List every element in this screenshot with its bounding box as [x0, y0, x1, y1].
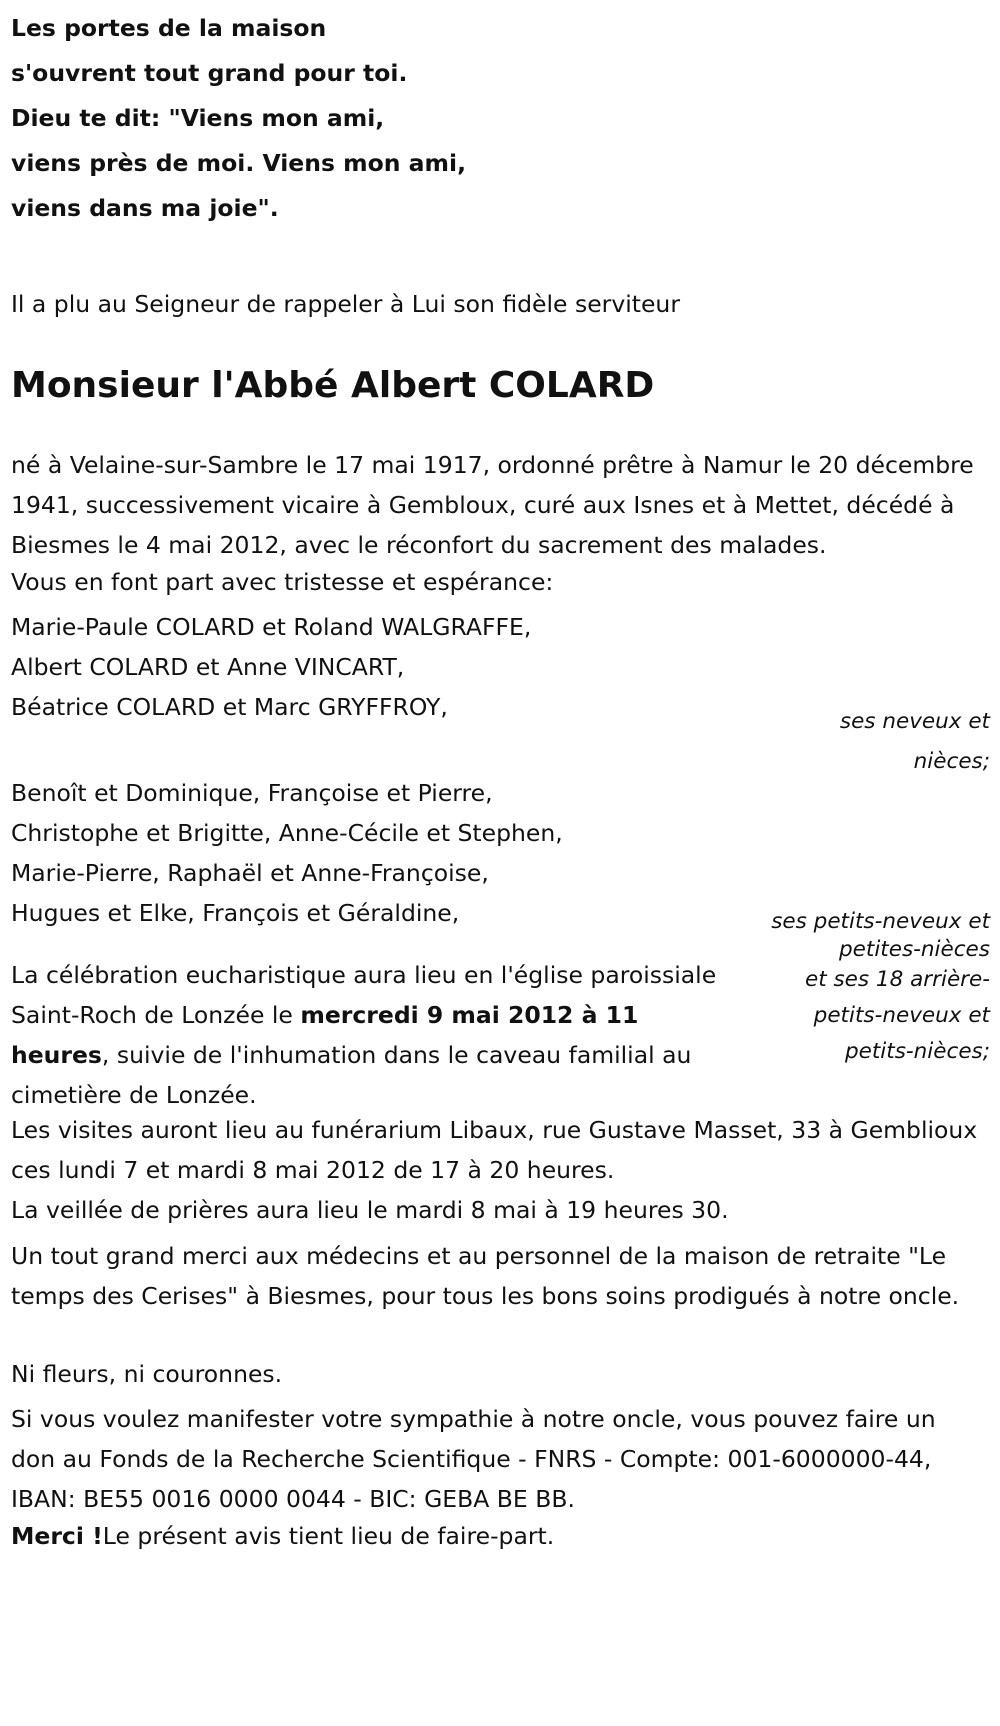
poem-line: Les portes de la maison — [11, 14, 327, 42]
relation-line: ses neveux et — [839, 709, 990, 734]
poem-line: Dieu te dit: "Viens mon ami, — [11, 104, 385, 132]
poem — [11, 6, 466, 231]
family-name-line: Benoît et Dominique, Françoise et Pierre, — [11, 779, 493, 807]
family-name-line: Albert COLARD et Anne VINCART, — [11, 653, 405, 681]
biography: né à Velaine-sur-Sambre le 17 mai 1917, ordonné prêtre à Namur le 20 décembre 1941, successivement vicaire à Gembloux, curé aux Isnes et à Mettet, décédé à Biesmes le 4 mai 2012, avec le réconfort du sacrement des malades. — [11, 451, 974, 559]
relation-nephews — [840, 702, 990, 782]
family-name-line: Béatrice COLARD et Marc GRYFFROY, — [11, 693, 448, 721]
deceased-name: Monsieur l'Abbé Albert COLARD — [11, 365, 655, 406]
announcement: Vous en font part avec tristesse et espérance: — [11, 568, 554, 596]
poem-line: viens près de moi. Viens mon ami, — [11, 149, 467, 177]
vigil-text: La veillée de prières aura lieu le mardi 8 mai à 19 heures 30. — [11, 1196, 729, 1224]
thanks-text: Un tout grand merci aux médecins et au personnel de la maison de retraite "Le temps des Cerises" à Biesmes, pour tous les bons soins prodigués à notre oncle. — [11, 1242, 960, 1310]
family-name-line: Christophe et Brigitte, Anne-Cécile et Stephen, — [11, 819, 563, 847]
relation-line: nièces; — [913, 749, 990, 774]
no-flowers-text: Ni fleurs, ni couronnes. — [11, 1360, 283, 1388]
relation-line: ses petits-neveux et — [771, 909, 990, 934]
relation-grandnephews — [771, 904, 990, 960]
closing-text — [11, 1516, 986, 1556]
intro-text: Il a plu au Seigneur de rappeler à Lui son fidèle serviteur — [11, 290, 680, 318]
celebration-before: La célébration eucharistique aura lieu en l'église paroissiale Saint-Roch de Lonzée le — [11, 961, 717, 1029]
closing-note: Le présent avis tient lieu de faire-part. — [102, 1522, 555, 1550]
family-group-grandnephews — [11, 773, 563, 933]
family-name-line: Marie-Pierre, Raphaël et Anne-Françoise, — [11, 859, 489, 887]
family-group-nephews — [11, 607, 531, 727]
relation-line: et ses 18 arrière- — [804, 967, 990, 992]
family-name-line: Hugues et Elke, François et Géraldine, — [11, 899, 460, 927]
family-name-line: Marie-Paule COLARD et Roland WALGRAFFE, — [11, 613, 532, 641]
donation-text: Si vous voulez manifester votre sympathie à notre oncle, vous pouvez faire un don au Fonds de la Recherche Scientifique - FNRS - Compte: 001-6000000-44, IBAN: BE55 0016 0000 0044 - BIC: GEBA BE BB. — [11, 1405, 936, 1513]
relation-line: petites-nièces — [839, 937, 990, 962]
closing-thanks: Merci ! — [11, 1522, 103, 1550]
celebration-after: , suivie de l'inhumation dans le caveau familial au cimetière de Lonzée. — [11, 1041, 692, 1109]
poem-line: viens dans ma joie". — [11, 194, 279, 222]
celebration-date: mercredi 9 mai 2012 à 11 heures — [11, 1001, 639, 1069]
relation-line: petits-neveux et — [813, 1003, 990, 1028]
poem-line: s'ouvrent tout grand pour toi. — [11, 59, 408, 87]
relation-line: petits-nièces; — [845, 1039, 990, 1064]
visits-text: Les visites auront lieu au funérarium Libaux, rue Gustave Masset, 33 à Gemblioux ces lundi 7 et mardi 8 mai 2012 de 17 à 20 heures. — [11, 1116, 978, 1184]
relation-great-grandnephews — [805, 962, 990, 1070]
celebration-text — [11, 955, 731, 1115]
